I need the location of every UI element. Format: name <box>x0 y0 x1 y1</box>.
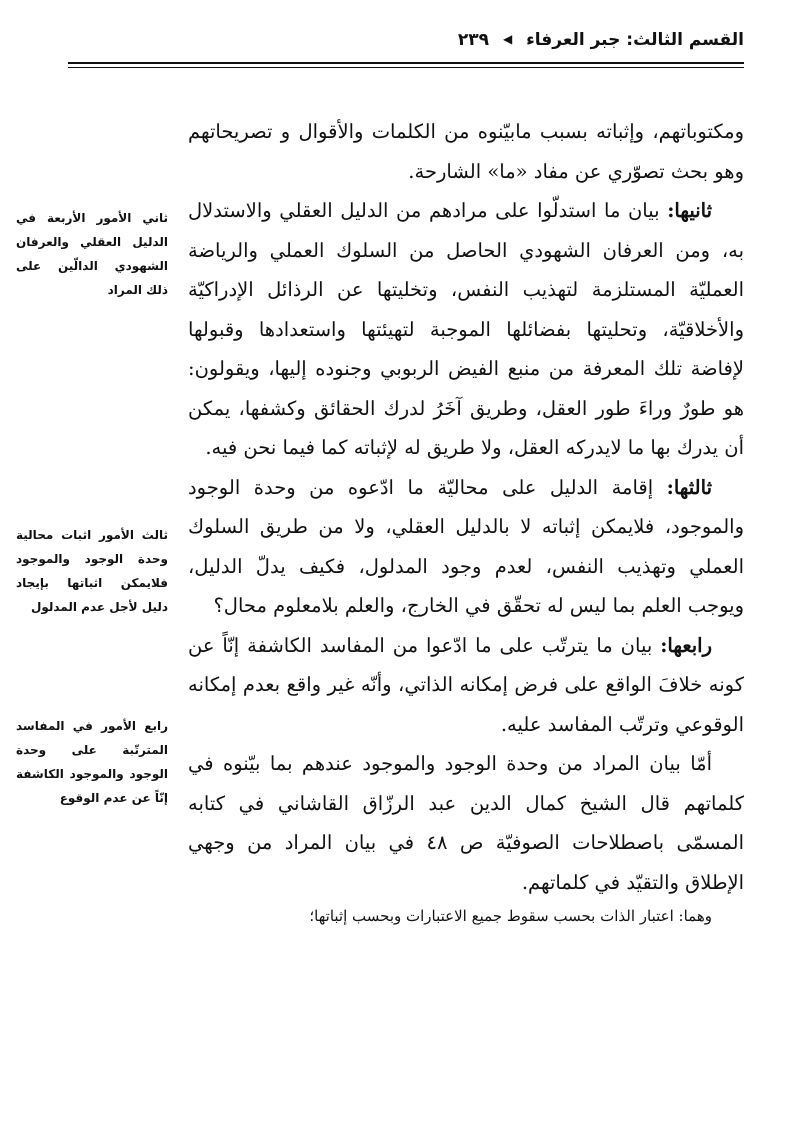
page-header <box>68 18 744 62</box>
header-rule-thick <box>68 62 744 64</box>
header-rule-thin <box>68 67 744 68</box>
paragraph-second <box>188 191 744 468</box>
paragraph-third <box>188 468 744 626</box>
second-point-text: بيان ما استدلّوا على مرادهم من الدليل العقلي والاستدلال به، ومن العرفان الشهودي الحاصل من السلوك العملي والرياضة العمليّة المستلزمة لتهذيب النفس، وتخليتها عن الرذائل الإدراكيّة والأخلاقيّة، وتحليتها بفضائلها الموجبة لتهيئتها واستعدادها وقبولها لإفاضة تلك المعرفة من منبع الفيض الربوبي وجنوده إليها، ويقولون: هو طورٌ وراءَ طور العقل، وطريق آخَرُ لدرك الحقائق وكشفها، يمكن أن يدرك بها ما لايدركه العقل، ولا طريق له لإثباته كما فيما نحن فيه. <box>188 199 744 459</box>
running-title: القسم الثالث: جبر العرفاء <box>526 30 744 50</box>
second-point-label: ثانيها: <box>667 199 712 222</box>
margin-note: ثالث الأمور اثبات محالية وحدة الوجود والموجود فلايمكن اثباتها بإيجاد دليل لأجل عدم المدلول <box>16 528 168 614</box>
running-header <box>458 30 744 50</box>
fourth-point-text: بيان ما يترتّب على ما ادّعوا من المفاسد الكاشفة إنّاً عن كونه خلافَ الواقع على فرض إمكانه الذاتي، وأنّه غير واقع بعدم إمكانه الوقوعي وترتّب المفاسد عليه. <box>188 633 744 736</box>
paragraph-fourth <box>188 626 744 745</box>
page-number: ٢٣٩ <box>457 30 490 50</box>
quoted-definition: وهما: اعتبار الذات بحسب سقوط جميع الاعتبارات وبحسب إثباتها؛ <box>309 907 712 925</box>
margin-note: ثاني الأمور الأربعة في الدليل العقلي والعرفان الشهودي الدالّين على ذلك المراد <box>16 211 168 297</box>
arrow-left-icon: ◀ <box>502 32 513 46</box>
main-text <box>188 112 744 930</box>
third-point-text: إقامة الدليل على محاليّة ما ادّعوه من وحدة الوجود والموجود، فلايمكن إثباته لا بالدليل العقلي، ولا من طريق السلوك العملي وتهذيب النفس، لعدم وجود المدلول، فكيف يدلّ الدليل، ويوجب العلم بما ليس له تحقّق في الخارج، والعلم بلامعلوم محال؟ <box>188 475 744 617</box>
paragraph-definition: أمّا بيان المراد من وحدة الوجود والموجود عندهم بما بيّنوه في كلماتهم قال الشيخ كمال الدين عبد الرزّاق القاشاني في كتابه المسمّى باصطلاحات الصوفيّة ص ٤٨ في بيان المراد من وجهي الإطلاق والتقيّد في كلماتهم. <box>188 752 745 894</box>
third-point-label: ثالثها: <box>666 475 712 499</box>
fourth-point-label: رابعها: <box>660 633 712 657</box>
margin-note: رابع الأمور في المفاسد المترتّبة على وحدة الوجود والموجود الكاشفة إنّاً عن عدم الوقوع <box>16 719 168 805</box>
paragraph-intro: ومكتوباتهم، وإثباته بسبب مابيّنوه من الكلمات والأقوال و تصريحاتهم وهو بحث تصوّري عن مفاد «ما» الشارحة. <box>188 120 744 183</box>
